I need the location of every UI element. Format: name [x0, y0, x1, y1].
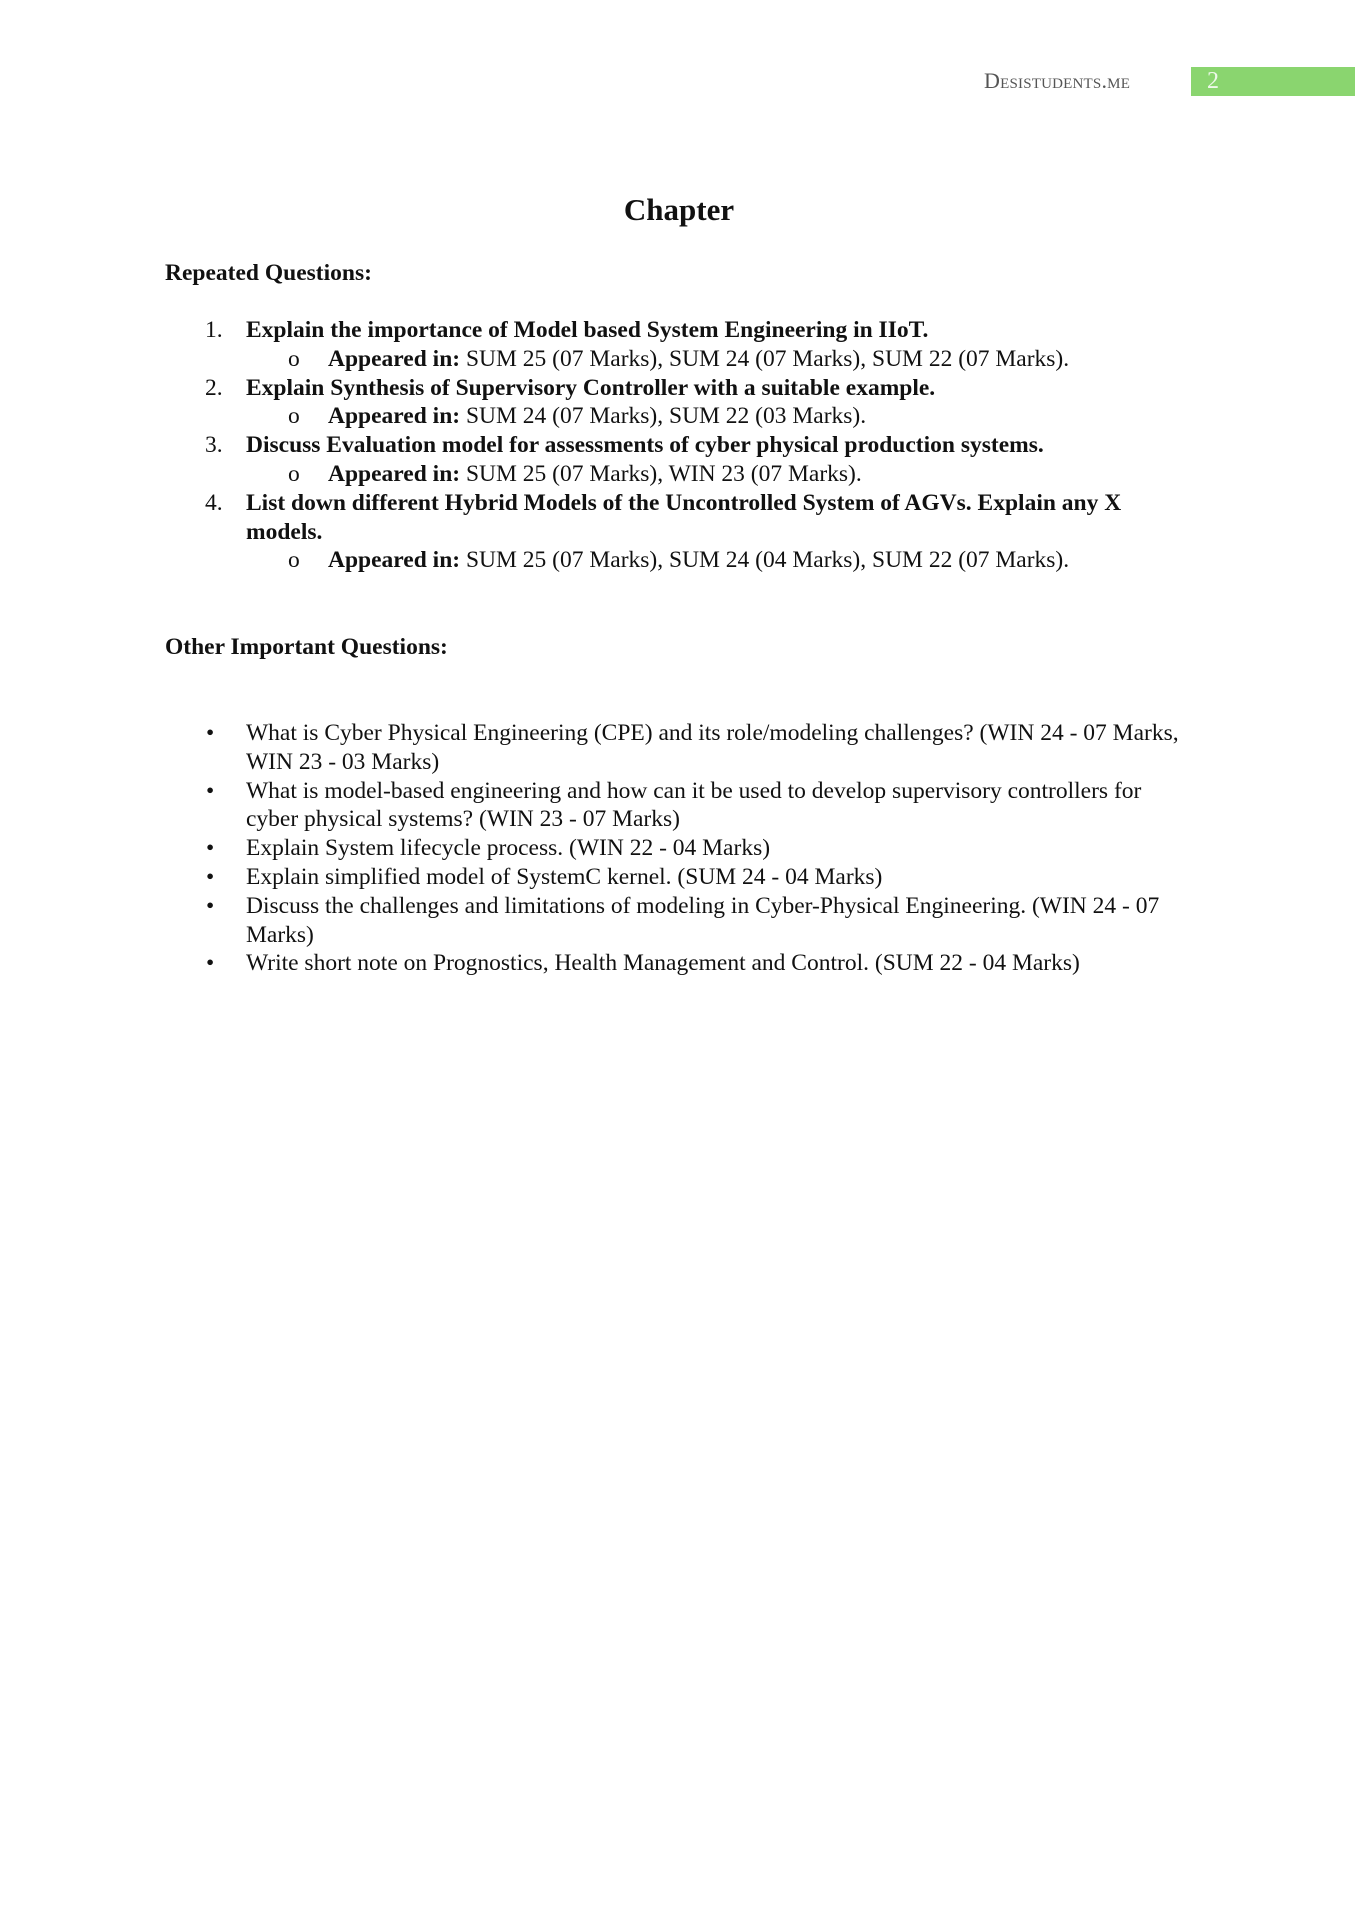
question-text: Discuss Evaluation model for assessments of cyber physical production systems.: [246, 432, 1044, 459]
list-item: [0, 777, 1192, 835]
site-brand: Desistudents.me: [984, 68, 1131, 93]
page-title: Chapter: [623, 192, 735, 227]
question-text: List down different Hybrid Models of the Uncontrolled System of AGVs. Explain any X models.: [246, 489, 1122, 545]
other-questions-heading: Other Important Questions:: [165, 634, 448, 660]
repeated-questions-list: [0, 316, 1358, 575]
circle-bullet-icon: o: [288, 403, 300, 430]
list-item: [0, 834, 1192, 863]
appeared-label: Appeared in:: [328, 547, 461, 574]
list-item: [0, 489, 1358, 575]
appeared-text: SUM 24 (07 Marks), SUM 22 (03 Marks).: [460, 403, 867, 430]
item-number: 4.: [205, 489, 223, 516]
circle-bullet-icon: o: [288, 345, 300, 372]
circle-bullet-icon: o: [288, 547, 300, 574]
list-item: [0, 374, 1358, 432]
item-number: 3.: [205, 432, 223, 459]
circle-bullet-icon: o: [288, 460, 300, 487]
question-text: What is model-based engineering and how can it be used to develop supervisory controllers for cyber physical systems? (WIN 23 - 07 Marks): [246, 777, 1142, 833]
bullet-icon: •: [206, 835, 215, 862]
list-item: [0, 431, 1358, 489]
appeared-text: SUM 25 (07 Marks), WIN 23 (07 Marks).: [460, 460, 862, 487]
appeared-label: Appeared in:: [328, 403, 461, 430]
bullet-icon: •: [206, 950, 215, 977]
bullet-icon: •: [206, 863, 215, 890]
list-item: [0, 892, 1192, 950]
list-item: [0, 863, 1192, 892]
repeated-questions-heading: Repeated Questions:: [165, 260, 372, 286]
item-number: 1.: [205, 317, 223, 343]
appeared-text: SUM 25 (07 Marks), SUM 24 (04 Marks), SUM 22 (07 Marks).: [460, 547, 1070, 574]
question-text: Explain Synthesis of Supervisory Controller with a suitable example.: [246, 374, 936, 401]
question-text: Explain simplified model of SystemC kernel. (SUM 24 - 04 Marks): [246, 863, 883, 890]
bullet-icon: •: [206, 777, 215, 804]
list-item: [0, 949, 1192, 978]
bullet-icon: •: [206, 892, 215, 919]
list-item: [0, 719, 1192, 777]
question-text: What is Cyber Physical Engineering (CPE) and its role/modeling challenges? (WIN 24 - 07 Marks, WIN 23 - 03 Marks): [246, 720, 1179, 775]
question-text: Explain System lifecycle process. (WIN 22 - 04 Marks): [246, 835, 771, 862]
question-text: Write short note on Prognostics, Health Management and Control. (SUM 22 - 04 Marks): [246, 950, 1080, 977]
appeared-text: SUM 25 (07 Marks), SUM 24 (07 Marks), SUM 22 (07 Marks).: [460, 345, 1070, 372]
other-questions-list: [0, 719, 1358, 978]
list-item: [0, 316, 1358, 374]
appeared-label: Appeared in:: [328, 460, 461, 487]
bullet-icon: •: [206, 720, 215, 746]
page-number: 2: [1191, 67, 1355, 96]
appeared-label: Appeared in:: [328, 345, 461, 372]
item-number: 2.: [205, 374, 223, 401]
question-text: Explain the importance of Model based System Engineering in IIoT.: [246, 317, 929, 343]
question-text: Discuss the challenges and limitations of modeling in Cyber-Physical Engineering. (WIN 24 - 07 Marks): [246, 892, 1160, 948]
